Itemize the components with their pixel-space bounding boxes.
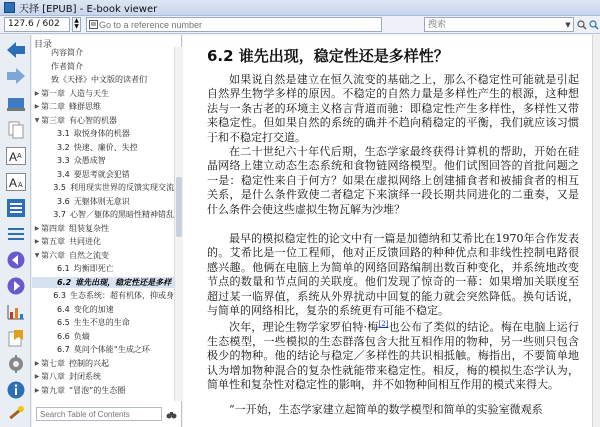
- toc-item[interactable]: [32, 223, 174, 234]
- paragraph-3: 最早的模拟稳定性的论文中有一篇是加德纳和艾希比在1970年合作发表的。艾希比是一位工程师，他对正反馈回路的种种优点和非线性控制电路很感兴趣。他俩在电脑上为简单的网络回路编制出数百种变化，并系统地改变节点的数量和节点间的关联度。他们发现了惊奇的一幕：如果增加关联度至超过某一临界值，系统从外界扰动中回复的能力就会突然降低。换句话说，与简单的网络相比，复杂的系统更有可能不稳定。: [207, 232, 579, 318]
- svg-text:A: A: [17, 182, 23, 189]
- font-larger-icon: [6, 147, 26, 165]
- toc-item-number: 3.3: [57, 156, 70, 165]
- reference-icon: [87, 18, 99, 31]
- expand-arrow-icon[interactable]: ▶: [34, 359, 40, 367]
- expand-arrow-icon[interactable]: ▶: [34, 373, 40, 380]
- toc-item-label: 有心智的机器: [69, 115, 117, 125]
- toc-scroll-thumb[interactable]: [176, 177, 182, 237]
- expand-arrow-icon[interactable]: ▶: [34, 224, 40, 232]
- toc-item-label: 内容简介: [51, 48, 83, 57]
- position-spinner[interactable]: ▲ ▼: [72, 17, 81, 32]
- toc-item-label: 变化的加速: [73, 304, 114, 314]
- toc-item-label: 共同进化: [69, 237, 101, 246]
- font-larger-button[interactable]: [4, 145, 27, 167]
- toc-item-label: 生生不息的生命: [73, 318, 130, 327]
- reference-mode-button[interactable]: [4, 301, 27, 323]
- info-icon: [6, 380, 26, 400]
- reference-box[interactable]: [86, 17, 382, 32]
- toc-item-label: 莫问个体能“生成之环: [73, 345, 150, 354]
- font-smaller-button[interactable]: [4, 171, 27, 193]
- toc-item[interactable]: [32, 385, 174, 396]
- toc-item[interactable]: [32, 142, 174, 153]
- toc-item-number: 6.1: [57, 264, 70, 273]
- toc-item-label: 人造与天生: [69, 88, 109, 98]
- left-toolbar: [0, 35, 31, 427]
- toc-item[interactable]: [32, 250, 174, 261]
- toc-item-number: 第三章: [41, 115, 65, 125]
- toc-item-label: 快速、廉价、失控: [73, 142, 138, 152]
- toc-item-label: 心智／躯体的黑暗性精神错乱: [70, 210, 174, 219]
- back-arrow-icon: [6, 41, 26, 59]
- preferences-icon: [6, 354, 26, 374]
- book-content: [183, 35, 592, 427]
- svg-text:A: A: [8, 150, 17, 164]
- toc-item-number: 6.2: [57, 277, 72, 287]
- reference-input[interactable]: [99, 18, 381, 31]
- toc-item-number: 第六章: [41, 250, 65, 260]
- position-field[interactable]: 127.6 / 602: [4, 17, 70, 32]
- toc-item-number: 第八章: [41, 372, 65, 381]
- toc-item[interactable]: [32, 182, 174, 193]
- toc-item-label: 组装复杂性: [69, 223, 109, 233]
- copy-button[interactable]: [4, 119, 27, 141]
- toc-item[interactable]: [32, 169, 174, 180]
- toc-item-label: 负熵: [73, 331, 90, 341]
- font-smaller-icon: [6, 173, 26, 191]
- toc-item-label: 封闭系统: [69, 372, 101, 381]
- toc-item-number: 3.1: [57, 129, 70, 138]
- toc-item-label: 控制的兴起: [69, 358, 109, 368]
- toc-item[interactable]: [32, 290, 174, 301]
- toc-item-label: “冒泡”的生态圈: [69, 385, 126, 395]
- toc-search-button[interactable]: [165, 407, 178, 421]
- search-box[interactable]: [424, 17, 574, 32]
- toc-item[interactable]: [32, 155, 174, 166]
- toc-item[interactable]: [32, 358, 174, 369]
- chart-icon: [6, 303, 26, 321]
- copy-icon: [7, 121, 25, 139]
- expand-arrow-icon[interactable]: ▼: [34, 251, 40, 259]
- library-button[interactable]: [4, 93, 27, 115]
- toc-item[interactable]: [32, 47, 174, 58]
- toggle-list-button[interactable]: [4, 223, 27, 245]
- library-icon: [6, 96, 26, 112]
- expand-arrow-icon[interactable]: ▶: [34, 238, 40, 245]
- back-button[interactable]: [4, 39, 27, 61]
- toc-scrollbar[interactable]: [174, 47, 182, 401]
- toc-item-number: 第五章: [41, 237, 65, 246]
- toc-item[interactable]: [32, 61, 174, 72]
- toc-item[interactable]: [32, 115, 174, 126]
- next-icon: [6, 276, 26, 296]
- find-next-button[interactable]: [588, 17, 600, 32]
- previous-icon: [6, 250, 26, 270]
- toc-item-label: 均衡即死亡: [73, 264, 114, 273]
- expand-arrow-icon[interactable]: ▶: [34, 89, 40, 97]
- toc-item[interactable]: [32, 344, 174, 355]
- toc-item[interactable]: [32, 263, 174, 274]
- toc-item[interactable]: [32, 196, 174, 207]
- toc-item-number: 3.4: [57, 169, 70, 179]
- toc-item-label: 要思考就会犯错: [73, 169, 130, 179]
- paragraph-1: 如果说自然是建立在恒久流变的基础之上，那么不稳定性可能就是引起自然界生物学多样的原因。不稳定的自然力量是多样性产生的根源，这种想法与一条古老的环境主义格言背道而驰：即稳定性产生多样性，多样性又带来稳定性。但如果自然的系统的确并不趋向稍稳定的平衡，我们就应该习惯于和不稳定打交道。: [207, 73, 579, 144]
- toc-item-label: 取悦身体的机器: [73, 129, 130, 138]
- toc-item-label: 蜂群思维: [69, 102, 101, 111]
- toc-panel: [32, 35, 182, 427]
- binoculars-icon: [166, 410, 177, 419]
- toc-item-number: 3.6: [57, 196, 70, 206]
- toc-item[interactable]: [32, 88, 174, 99]
- toc-item-number: 3.2: [57, 142, 70, 152]
- section-heading: 6.2 谁先出现，稳定性还是多样性？: [207, 47, 449, 65]
- paragraph-2: 在二十世纪六十年代后期，生态学家最终获得计算机的帮助，开始在硅晶网络上建立动态生态系统和食物链网络模型。他们试图回答的首批问题之一是：稳定性来自于何方？如果在虚拟网络上创建捕食者和被捕食者的相互关系，是什么条件致使二者稳定下来演绎一段长期共同进化的二重奏，又是什么条件会使这些虚拟生物瓦解为沙堆？: [207, 145, 579, 216]
- expand-arrow-icon[interactable]: ▶: [34, 103, 40, 110]
- table-of-contents-icon: [6, 198, 26, 218]
- toc-item-number: 6.6: [57, 331, 70, 341]
- toc-item-number: 第四章: [41, 223, 65, 233]
- toc-item-number: 第七章: [41, 358, 65, 368]
- toc-item-label: 作者简介: [51, 61, 83, 71]
- toc-item-label: 致《天择》中文版的读者们: [51, 75, 147, 84]
- bookmark-button[interactable]: [4, 327, 27, 349]
- toc-item-label: 众愚成智: [73, 156, 106, 165]
- next-page-button[interactable]: [4, 275, 27, 297]
- paragraph-5: “一开始，生态学家建立起简单的数学模型和简单的实验室微观系: [229, 403, 543, 416]
- list-icon: [6, 224, 26, 244]
- search-input[interactable]: [425, 18, 563, 31]
- toc-item-number: 6.5: [57, 318, 70, 327]
- footnote-link[interactable]: [2]: [378, 320, 389, 328]
- toc-item[interactable]: [32, 331, 174, 342]
- paragraph-4: 次年，理论生物学家罗伯特·梅[2]也公布了类似的结论。梅在电脑上运行生态模型，一些模拟的生态群落包含大批互相作用的物种，另一些则只包含极少的物种。他的结论与稳定／多样性的共识相抵触。梅指出，不要简单地认为增加物种混合的复杂性就能带来稳定性。相反，梅的模拟生态学认为，简单性和复杂性对稳定性的影响，并不如物种间相互作用的模式来得大。: [207, 320, 579, 392]
- bookmark-icon: [6, 328, 26, 348]
- previous-page-button[interactable]: [4, 249, 27, 271]
- toc-item[interactable]: [32, 317, 174, 328]
- toc-item-label: 自然之流变: [69, 250, 109, 260]
- toc-item-label: 利用现实世界的反馈实现交流: [70, 183, 174, 192]
- toc-item[interactable]: [32, 74, 174, 85]
- toc-button[interactable]: [4, 197, 27, 219]
- toc-item[interactable]: [32, 128, 174, 139]
- tools-button[interactable]: [4, 403, 27, 425]
- forward-arrow-icon: [6, 67, 26, 85]
- search-dropdown-icon[interactable]: ▼: [565, 20, 571, 29]
- toc-item-label: 生态系统：超有机体，抑或身: [70, 291, 174, 300]
- toc-item-number: 3.5: [53, 183, 66, 192]
- toc-header: 目录: [34, 40, 53, 50]
- toc-item[interactable]: [32, 101, 174, 112]
- toc-search-input[interactable]: [36, 407, 162, 421]
- toc-item[interactable]: [32, 277, 174, 288]
- expand-arrow-icon[interactable]: ▶: [34, 386, 40, 394]
- toc-item[interactable]: [32, 209, 174, 220]
- toc-item-number: 第九章: [41, 385, 65, 395]
- app-icon: [4, 2, 15, 13]
- toc-item-number: 第二章: [41, 102, 65, 111]
- toc-item[interactable]: [32, 236, 174, 247]
- info-button[interactable]: [4, 379, 27, 401]
- toc-item-number: 3.7: [53, 210, 66, 219]
- expand-arrow-icon[interactable]: ▼: [34, 116, 40, 124]
- svg-text:A: A: [8, 176, 17, 190]
- top-toolbar: [0, 16, 600, 34]
- find-previous-button[interactable]: [576, 17, 588, 32]
- toc-item-number: 6.4: [57, 304, 70, 314]
- title-bar: [0, 0, 600, 16]
- tools-icon: [6, 404, 26, 424]
- toc-item[interactable]: [32, 304, 174, 315]
- preferences-button[interactable]: [4, 353, 27, 375]
- toc-list: [32, 47, 174, 401]
- window-title: 天择 [EPUB] - E-book viewer: [19, 4, 158, 15]
- toc-item-label: 谁先出现，稳定性还是多样: [75, 277, 172, 287]
- toc-item-number: 第一章: [41, 88, 65, 98]
- toc-item-number: 6.3: [53, 291, 66, 300]
- forward-button[interactable]: [4, 65, 27, 87]
- toc-item[interactable]: [32, 371, 174, 382]
- toc-item-label: 无躯体则无意识: [73, 196, 130, 206]
- content-scrollbar[interactable]: [592, 35, 600, 427]
- svg-text:A: A: [16, 153, 22, 160]
- toc-item-number: 6.7: [57, 345, 70, 354]
